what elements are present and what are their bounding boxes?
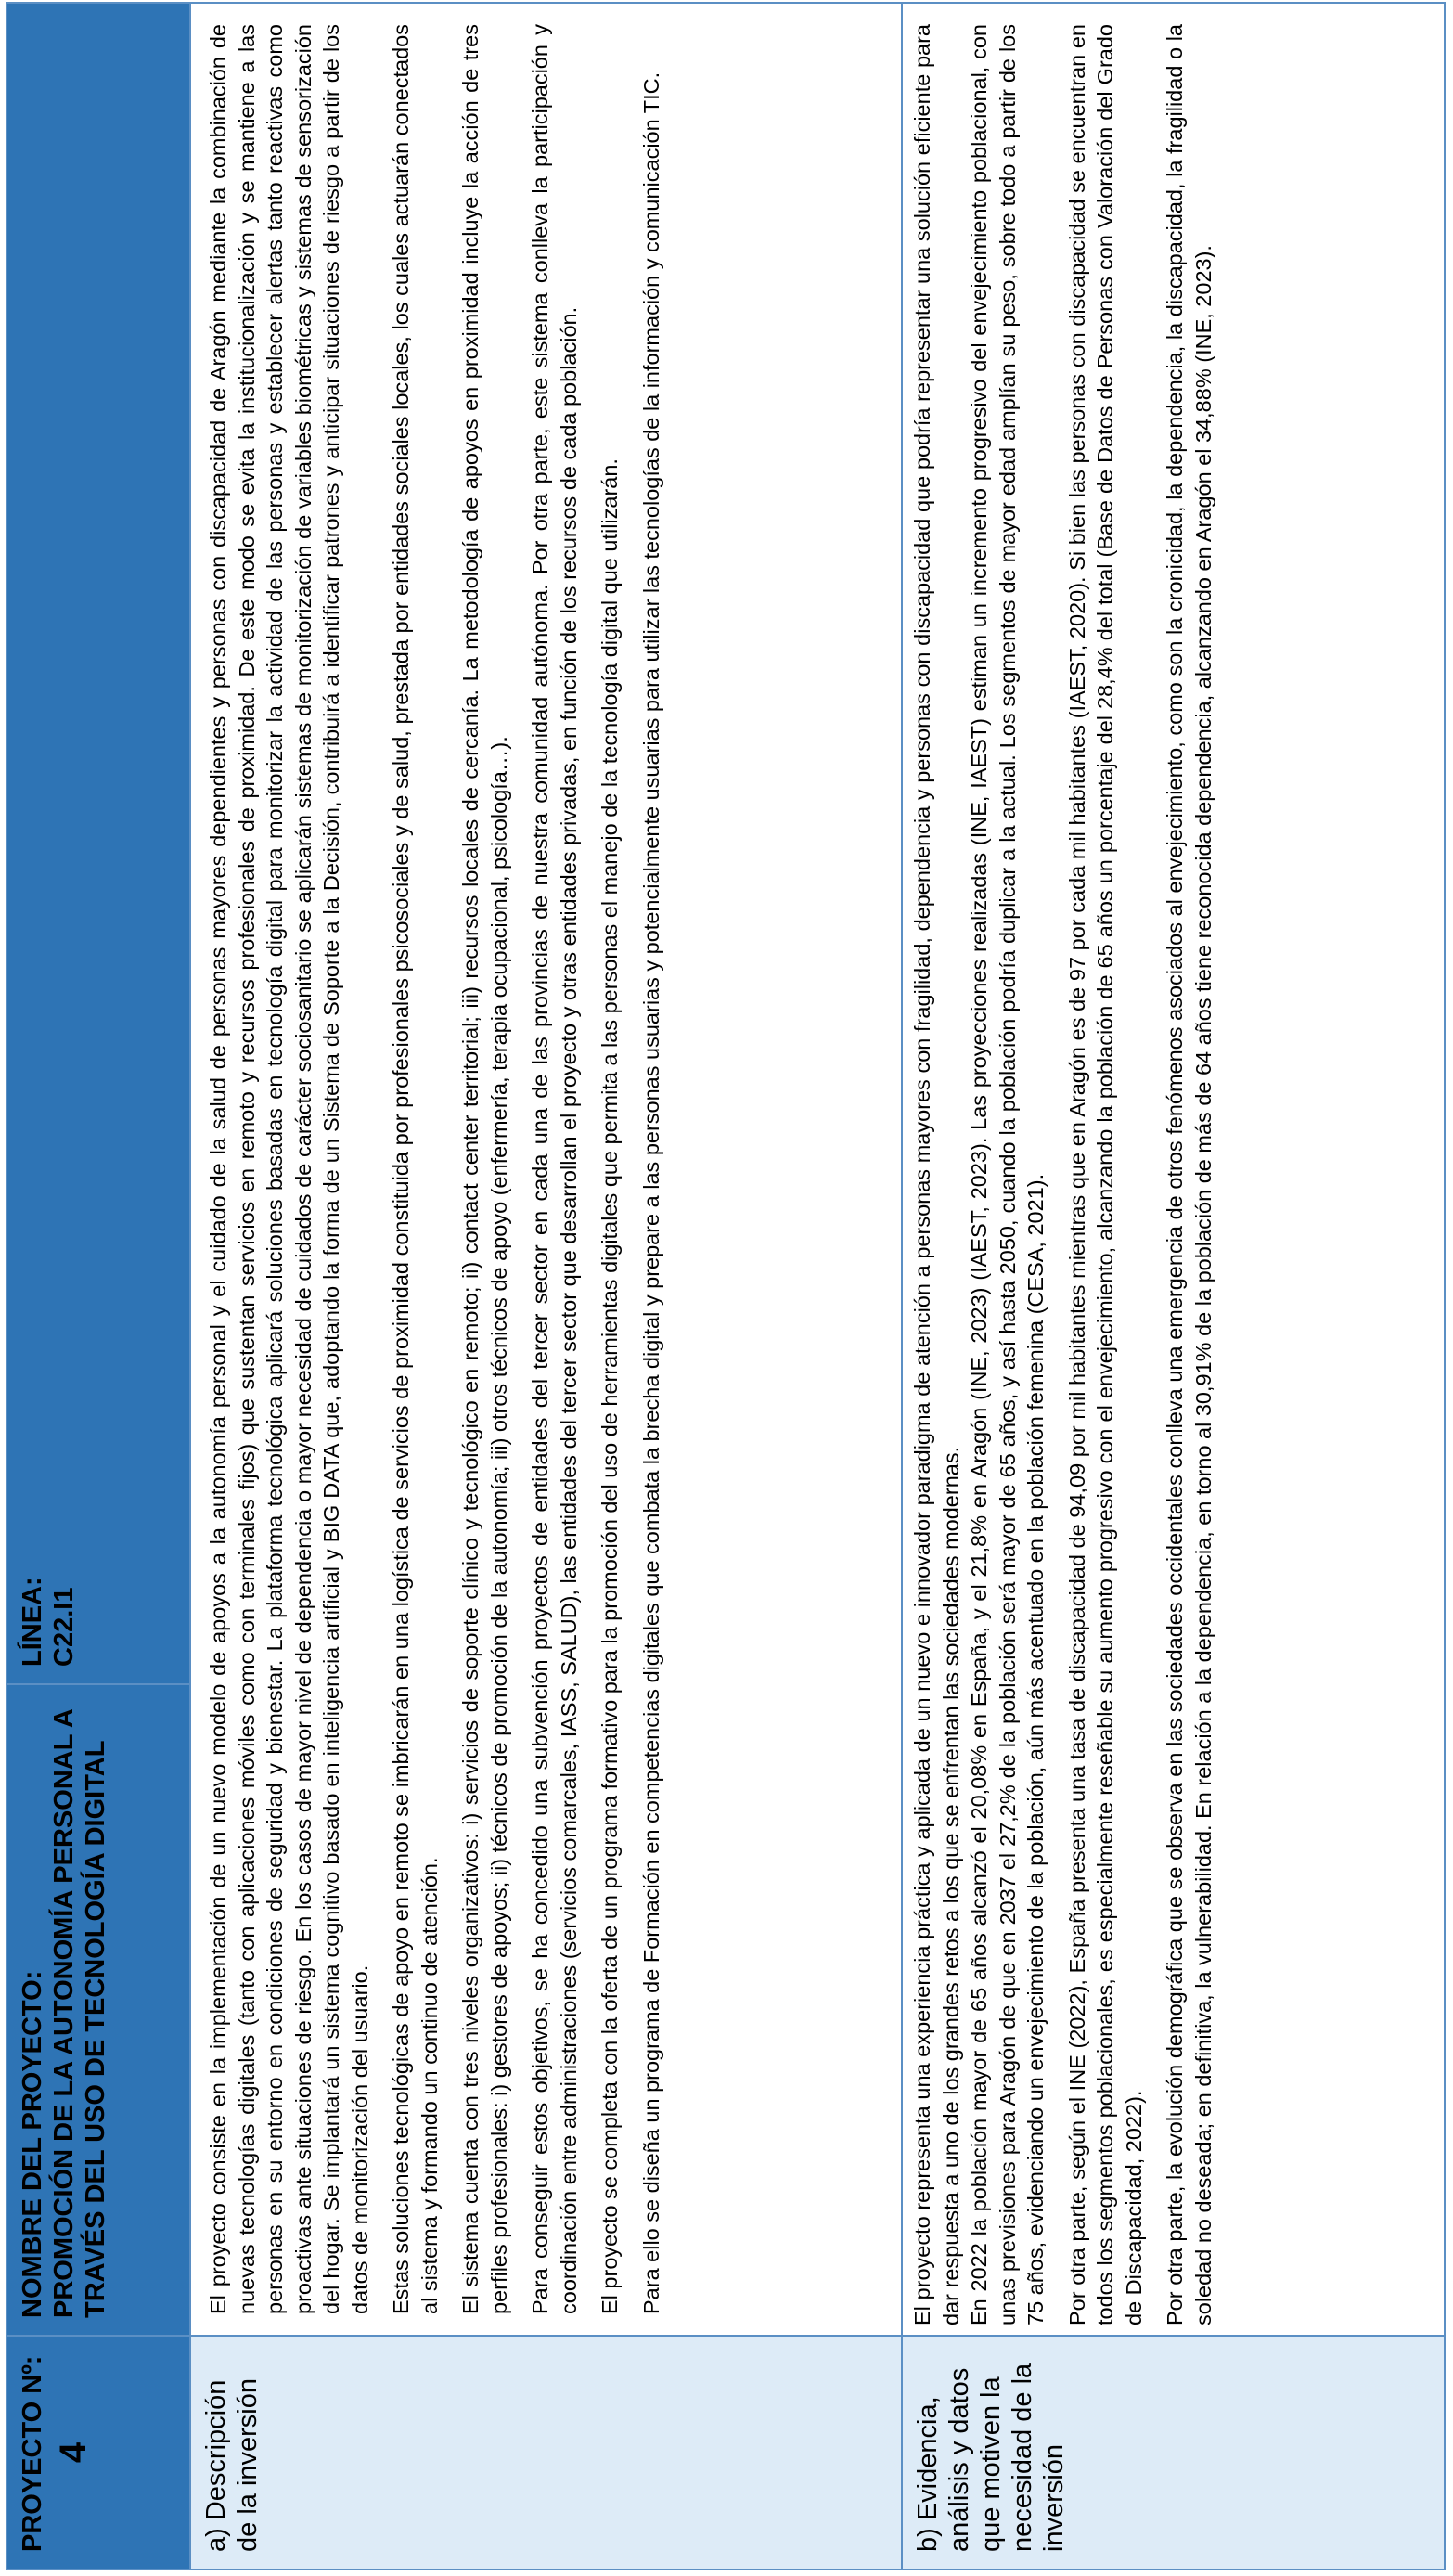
section-b-paragraph: El proyecto representa una experiencia práctica y aplicada de un nuevo e innovador paradigma de atención a personas mayores con fragilidad, dependencia y personas con discapacidad que podría representar una solución eficiente para dar respuesta a uno de los grandes retos a los que se enfrentan las sociedades modernas. — [910, 24, 963, 2325]
project-number: 4 — [53, 2441, 94, 2464]
section-a-paragraph: Para ello se diseña un programa de Formación en competencias digitales que combata la brecha digital y prepare a las personas usuarias y potencialmente usuarias para utilizar las tecnologías de la información y comunicación TIC. — [638, 71, 663, 2314]
section-b-label: b) Evidencia, análisis y datos que motiven la necesidad de la inversión — [902, 2336, 1445, 2570]
section-b-body — [902, 3, 1445, 2336]
section-a-label: a) Descripción de la inversión — [190, 2336, 902, 2570]
section-a-body — [190, 3, 902, 2336]
section-a-paragraph: El proyecto se completa con la oferta de un programa formativo para la promoción del uso de herramientas digitales que permita a las personas el manejo de la tecnología digital que utilizarán. — [598, 458, 622, 2314]
section-b-row — [902, 3, 1445, 2570]
section-b-paragraph: En 2022 la población mayor de 65 años alcanzó el 20,08% en España, y el 21,8% en Aragón (INE, 2023) (IAEST, 2023). Las proyecciones realizadas (INE, IAEST) estiman un incremento progresivo del envejecimiento poblacional, con unas previsiones para Aragón de que en 2037 el 27,2% de la población será mayor de 65 años, y así hasta 2050, cuando la población podría duplicar a la actual. Los segmentos de mayor edad amplían su peso, sobre todo a partir de los 75 años, evidenciando un envejecimiento de la población, aún más acentuado en la población femenina (CESA, 2021). — [967, 24, 1048, 2325]
header-row — [6, 3, 190, 2570]
project-name-cell — [6, 1684, 190, 2336]
section-a-paragraph: El sistema cuenta con tres niveles organizativos: i) servicios de soporte clínico y tecnológico en remoto; ii) contact center territorial; iii) recursos locales de cercanía. La metodología de apoyos en proximidad incluye la acción de tres perfiles profesionales: i) gestores de apoyos; ii) técnicos de promoción de la autonomía; iii) otros técnicos de apoyo (enfermería, terapia ocupacional, psicología…). — [458, 24, 511, 2314]
line-value: C22.I1 — [49, 1587, 79, 1667]
section-a-paragraph: Para conseguir estos objetivos, se ha concedido una subvención proyectos de entidades del tercer sector en cada una de las provincias de nuestra comunidad autónoma. Por otra parte, este sistema conlleva la participación y coordinación entre administraciones (servicios comarcales, IASS, SALUD), las entidades del tercer sector que desarrollan el proyecto y otras entidades privadas, en función de los recursos de cada población. — [528, 24, 581, 2314]
project-table — [6, 2, 1446, 2570]
section-a-paragraph: Estas soluciones tecnológicas de apoyo en remoto se imbricarán en una logística de servicios de proximidad constituida por profesionales psicosociales y de salud, prestada por entidades sociales locales, los cuales actuarán conectados al sistema y formando un continuo de atención. — [389, 24, 442, 2314]
line-label: LÍNEA: — [18, 1577, 47, 1667]
project-name-label: NOMBRE DEL PROYECTO: — [18, 1970, 47, 2318]
section-a-row — [190, 3, 902, 2570]
project-number-cell — [6, 2336, 190, 2570]
project-name-value: PROMOCIÓN DE LA AUTONOMÍA PERSONAL A TRAVÉS DEL USO DE TECNOLOGÍA DIGITAL — [49, 1709, 110, 2318]
document-page — [6, 4, 1449, 2570]
section-b-paragraph: Por otra parte, según el INE (2022), España presenta una tasa de discapacidad de 94,09 por mil habitantes mientras que en Aragón es de 97 por cada mil habitantes (IAEST, 2020). Si bien las personas con discapacidad se encuentran en todos los segmentos poblacionales, es especialmente reseñable su aumento progresivo con el envejecimiento, alcanzando la población de 65 años un porcentaje del 28,4% del total (Base de Datos de Personas con Valoración del Grado de Discapacidad, 2022). — [1064, 24, 1146, 2325]
project-number-label: PROYECTO Nº: — [18, 2355, 47, 2552]
section-a-paragraph: El proyecto consiste en la implementación de un nuevo modelo de apoyos a la autonomía personal y el cuidado de la salud de personas mayores dependientes y personas con discapacidad de Aragón mediante la combinación de nuevas tecnologías digitales (tanto con aplicaciones móviles como con terminales fijos) que sustentan servicios en remoto y recursos profesionales de proximidad. De este modo se evita la institucionalización y se mantiene a las personas en su entorno en condiciones de seguridad y bienestar. La plataforma tecnológica aplicará soluciones basadas en tecnología digital para monitorizar la actividad de las personas y establecer alertas tanto reactivas como proactivas ante situaciones de riesgo. En los casos de mayor nivel de dependencia o mayor necesidad de cuidados de carácter sociosanitario se aplicarán sistemas de monitorización de variables biométricas y sistemas de sensorización del hogar. Se implantará un sistema cognitivo basado en inteligencia artificial y BIG DATA que, adoptando la forma de un Sistema de Soporte a la Decisión, contribuirá a identificar patrones y anticipar situaciones de riesgo a partir de los datos de monitorización del usuario. — [206, 24, 372, 2314]
section-b-paragraph: Por otra parte, la evolución demográfica que se observa en las sociedades occidentales conlleva una emergencia de otros fenómenos asociados al envejecimiento, como son la cronicidad, la dependencia, la discapacidad, la fragilidad o la soledad no deseada; en definitiva, la vulnerabilidad. En relación a la dependencia, en torno al 30,91% de la población de más de 64 años tiene reconocida dependencia, alcanzando en Aragón el 34,88% (INE, 2023). — [1163, 24, 1215, 2325]
line-cell — [6, 3, 190, 1684]
